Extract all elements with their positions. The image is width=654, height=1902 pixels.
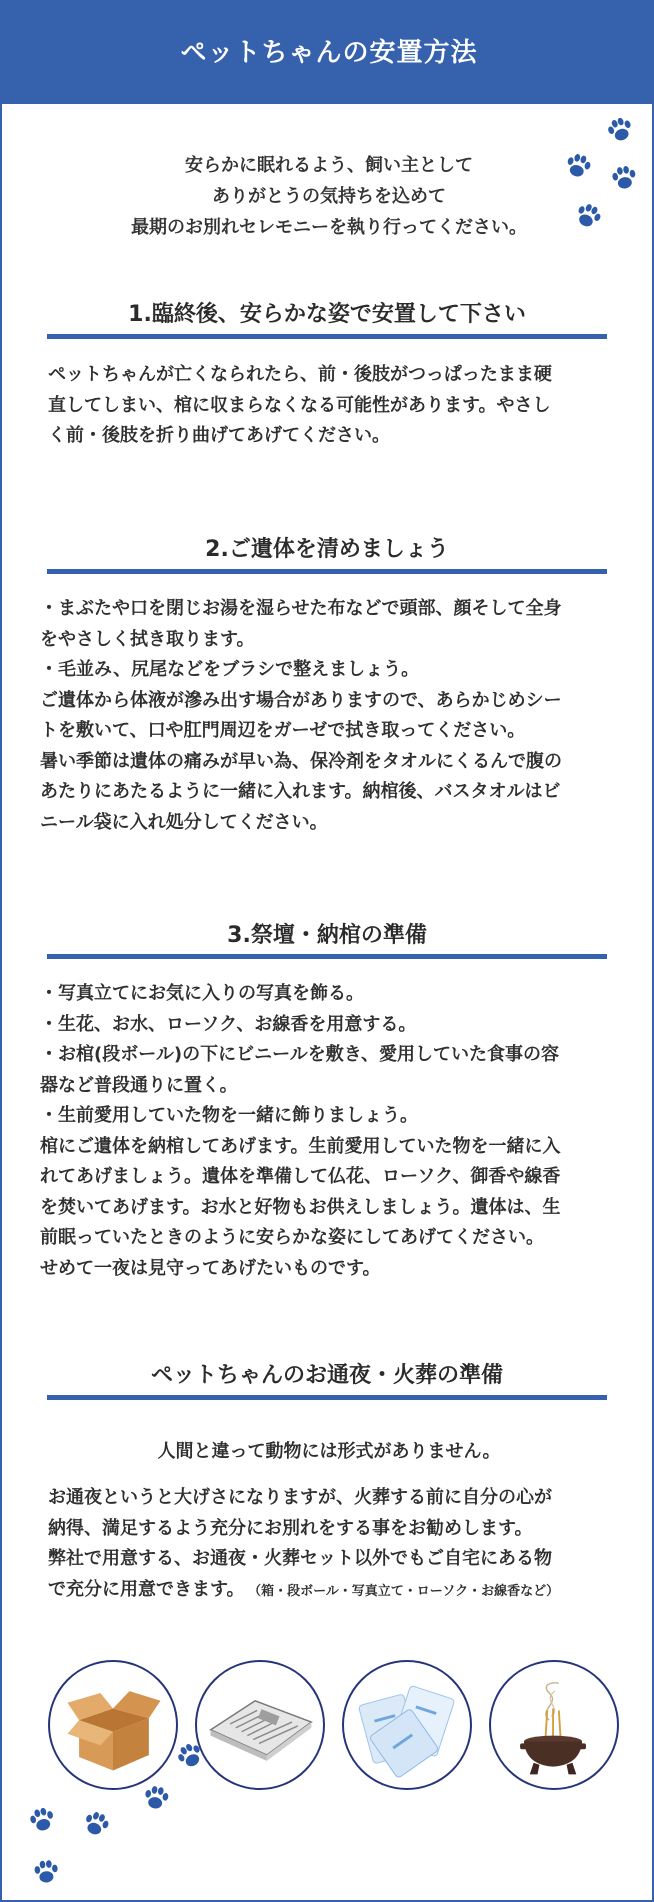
body-line-text: で充分に用意できます。 (48, 1578, 245, 1600)
section-2-body (40, 594, 562, 838)
body-line: 器など普段通りに置く。 (40, 1074, 238, 1096)
paw-print-icon (25, 1803, 59, 1837)
body-line: を焚いてあげます。お水と好物もお供えしましょう。遺体は、生 (40, 1196, 561, 1218)
section-4-lead: 人間と違って動物には形式がありません。 (157, 1441, 501, 1462)
paw-print-icon (78, 1806, 114, 1842)
body-line: ペットちゃんが亡くなられたら、前・後肢がつっぱったまま硬 (48, 364, 552, 385)
body-line: ・生花、お水、ローソク、お線香を用意する。 (40, 1013, 417, 1035)
body-line: ・毛並み、尻尾などをブラシで整えましょう。 (40, 659, 420, 680)
body-line: あたりにあたるように一緒に入れます。納棺後、バスタオルはビ (40, 781, 561, 802)
section-3-title: 3.祭壇・納棺の準備 (227, 923, 427, 948)
supplies-note: （箱・段ボール・写真立て・ローソク・お線香など） (254, 1583, 560, 1599)
section-2-title: 2.ご遺体を清めましょう (205, 537, 449, 562)
body-line: ・まぶたや口を閉じお湯を湿らせた布などで頭部、顔そして全身 (40, 598, 562, 619)
section-4-title: ペットちゃんのお通夜・火葬の準備 (150, 1363, 503, 1388)
body-line (48, 1575, 559, 1608)
section-1-title: 1.臨終後、安らかな姿で安置して下さい (128, 302, 526, 327)
body-line: れてあげましょう。遺体を準備して仏花、ローソク、御香や線香 (40, 1166, 561, 1187)
body-line: ・生前愛用していた物を一緒に飾りましょう。 (40, 1105, 418, 1126)
paw-print-icon (31, 1857, 61, 1887)
section-1-rule (47, 334, 607, 339)
page-title: ペットちゃんの安置方法 (180, 38, 478, 68)
section-2-rule (47, 569, 607, 574)
body-line: せめて一夜は見守ってあげたいものです。 (40, 1257, 381, 1279)
paw-print-icon (602, 112, 638, 148)
body-line: く前・後肢を折り曲げてあげてください。 (48, 425, 390, 446)
cardboard-box-illustration (48, 1660, 178, 1790)
newspaper-icon (197, 1662, 323, 1788)
body-line: 直してしまい、棺に収まらなくなる可能性があります。やさし (48, 394, 551, 416)
body-line: お通夜というと大げさになりますが、火葬する前に自分の心が (48, 1487, 552, 1508)
incense-burner-illustration (489, 1660, 619, 1790)
intro-line: 安らかに眠れるよう、飼い主として (185, 155, 473, 176)
ice-pack-illustration (342, 1660, 472, 1790)
header-banner (2, 2, 654, 104)
section-3-rule (47, 954, 607, 959)
cardboard-box-icon (50, 1662, 176, 1788)
intro-message (2, 150, 654, 243)
body-line: 弊社で用意する、お通夜・火葬セット以外でもご自宅にある物 (48, 1548, 552, 1569)
incense-burner-icon (491, 1662, 617, 1788)
intro-line: ありがとうの気持ちを込めて (212, 186, 446, 207)
body-line: ・お棺(段ボール)の下にビニールを敷き、愛用していた食事の容 (40, 1044, 560, 1065)
intro-line: 最期のお別れセレモニーを執り行ってください。 (131, 217, 527, 238)
newspaper-illustration (195, 1660, 325, 1790)
paw-print-icon (140, 1782, 172, 1814)
section-1-body (48, 360, 552, 452)
body-line: 棺にご遺体を納棺してあげます。生前愛用していた物を一緒に入 (40, 1135, 561, 1157)
body-line: ご遺体から体液が滲み出す場合がありますので、あらかじめシー (40, 689, 562, 711)
section-4-body (48, 1483, 559, 1607)
body-line: ・写真立てにお気に入りの写真を飾る。 (40, 983, 364, 1004)
body-line: ニール袋に入れ処分してください。 (40, 811, 328, 833)
body-line: 暑い季節は遺体の痛みが早い為、保冷剤をタオルにくるんで腹の (40, 750, 562, 772)
section-4-rule (47, 1395, 607, 1400)
body-line: 前眠っていたときのように安らかな姿にしてあげてください。 (40, 1227, 544, 1248)
body-line: トを敷いて、口や肛門周辺をガーゼで拭き取ってください。 (40, 720, 526, 741)
body-line: をやさしく拭き取ります。 (40, 628, 255, 650)
body-line: 納得、満足するよう充分にお別れをする事をお勧めします。 (48, 1517, 533, 1539)
ice-pack-icon (344, 1662, 470, 1788)
section-3-body (40, 979, 561, 1284)
